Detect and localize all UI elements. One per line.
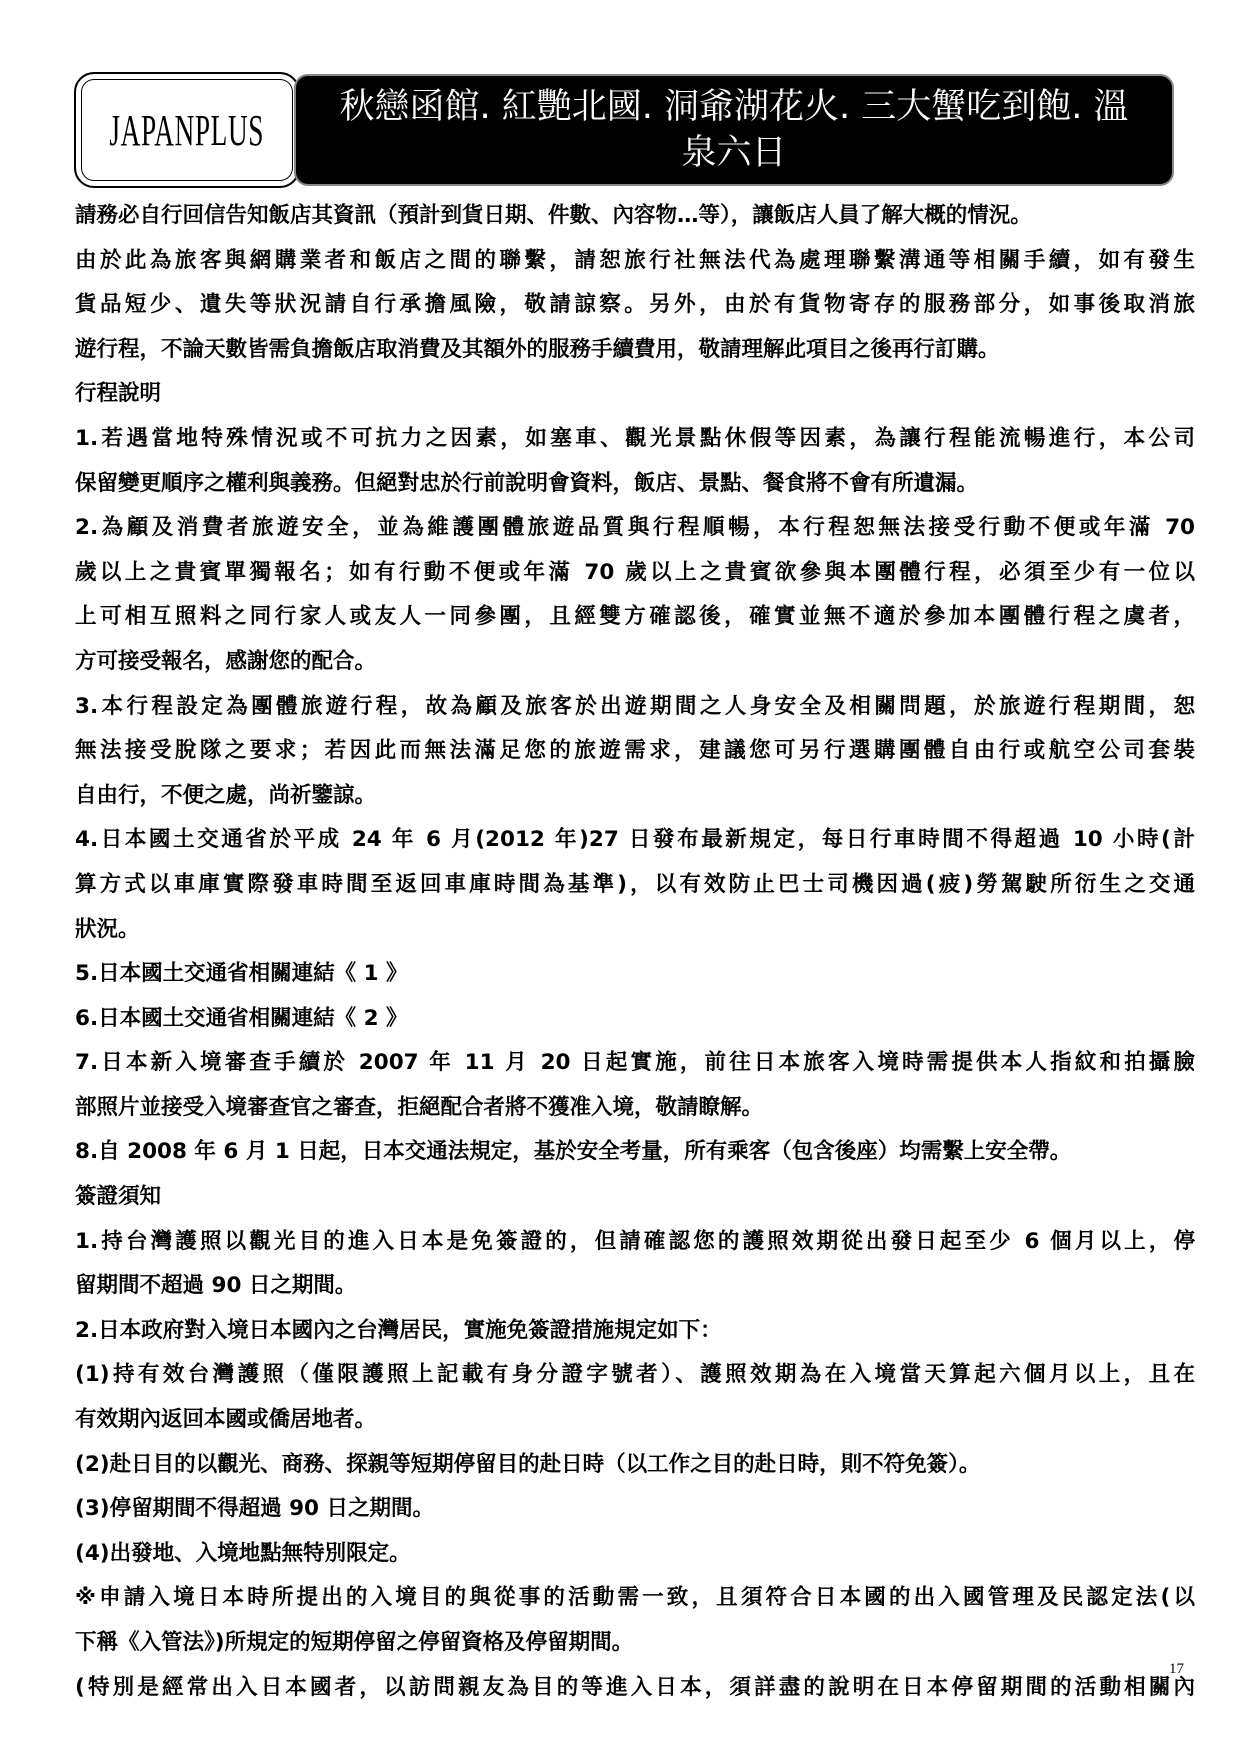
text-line: 4.日本國土交通省於平成 24 年 6 月(2012 年)27 日發布最新規定，每日行車時間不得超過 10 小時(計: [75, 827, 1195, 853]
text-line: 留期間不超過 90 日之期間。: [75, 1273, 357, 1299]
page-title: 秋戀函館. 紅艷北國. 洞爺湖花火. 三大蟹吃到飽. 溫泉六日: [339, 87, 1129, 173]
brand-logo-text: JAPANPLUS: [109, 105, 265, 155]
text-line: 自由行，不便之處，尚祈鑒諒。: [75, 782, 377, 808]
text-line: 2.為顧及消費者旅遊安全，並為維護團體旅遊品質與行程順暢，本行程恕無法接受行動不便或年滿 70: [75, 515, 1195, 541]
text-line: (特別是經常出入日本國者，以訪問親友為目的等進入日本，須詳盡的說明在日本停留期間的活動相關內: [75, 1674, 1195, 1700]
page-header: [74, 72, 1174, 188]
text-line: 簽證須知: [75, 1184, 162, 1210]
title-banner: [294, 74, 1174, 186]
text-line: 歲以上之貴賓單獨報名；如有行動不便或年滿 70 歲以上之貴賓欲參與本團體行程，必須至少有一位以: [75, 559, 1195, 585]
text-line: ※申請入境日本時所提出的入境目的與從事的活動需一致，且須符合日本國的出入國管理及民認定法(以: [75, 1585, 1195, 1611]
text-line: 算方式以車庫實際發車時間至返回車庫時間為基準)，以有效防止巴士司機因過(疲)勞駕駛所衍生之交通: [75, 871, 1195, 897]
text-line: 方可接受報名，感謝您的配合。: [75, 648, 377, 674]
text-line: 行程說明: [75, 381, 162, 407]
text-line: 7.日本新入境審查手續於 2007 年 11 月 20 日起實施，前往日本旅客入境時需提供本人指紋和拍攝臉: [75, 1050, 1195, 1076]
text-line: 1.若遇當地特殊情況或不可抗力之因素，如塞車、觀光景點休假等因素，為讓行程能流暢進行，本公司: [75, 425, 1195, 451]
text-line: (3)停留期間不得超過 90 日之期間。: [75, 1496, 435, 1522]
text-line: (4)出發地、入境地點無特別限定。: [75, 1540, 411, 1566]
text-line: (1)持有效台灣護照（僅限護照上記載有身分證字號者）、護照效期為在入境當天算起六個月以上，且在: [75, 1362, 1195, 1388]
text-line: 請務必自行回信告知飯店其資訊（預計到貨日期、件數、內容物…等），讓飯店人員了解大概的情況。: [75, 203, 1032, 228]
text-line: 2.日本政府對入境日本國內之台灣居民，實施免簽證措施規定如下：: [75, 1317, 722, 1343]
text-line: 無法接受脫隊之要求；若因此而無法滿足您的旅遊需求，建議您可另行選購團體自由行或航空公司套裝: [75, 738, 1195, 764]
text-line: 有效期內返回本國或僑居地者。: [75, 1407, 377, 1433]
text-line: 1.持台灣護照以觀光目的進入日本是免簽證的，但請確認您的護照效期從出發日起至少 6 個月以上，停: [75, 1228, 1195, 1254]
document-body: [75, 194, 1195, 1710]
text-line: 上可相互照料之同行家人或友人一同參團，且經雙方確認後，確實並無不適於參加本團體行程之虞者，: [75, 604, 1195, 630]
text-line: 5.日本國土交通省相關連結《 1 》: [75, 961, 408, 987]
text-line: 貨品短少、遺失等狀況請自行承擔風險，敬請諒察。另外，由於有貨物寄存的服務部分，如事後取消旅: [75, 292, 1195, 318]
page-number: 17: [1169, 1661, 1184, 1677]
text-line: 狀況。: [75, 916, 140, 942]
text-line: 下稱《入管法》)所規定的短期停留之停留資格及停留期間。: [75, 1630, 634, 1655]
brand-logo: [74, 72, 300, 188]
text-line: 部照片並接受入境審查官之審查，拒絕配合者將不獲准入境，敬請瞭解。: [75, 1094, 764, 1120]
text-line: 遊行程，不論天數皆需負擔飯店取消費及其額外的服務手續費用，敬請理解此項目之後再行訂購。: [75, 336, 1000, 362]
text-line: 3.本行程設定為團體旅遊行程，故為顧及旅客於出遊期間之人身安全及相關問題，於旅遊行程期間，恕: [75, 693, 1195, 719]
text-line: 6.日本國土交通省相關連結《 2 》: [75, 1005, 408, 1031]
text-line: 保留變更順序之權利與義務。但絕對忠於行前說明會資料，飯店、景點、餐食將不會有所遺漏。: [75, 470, 979, 496]
text-line: 由於此為旅客與網購業者和飯店之間的聯繫，請恕旅行社無法代為處理聯繫溝通等相關手續，如有發生: [75, 247, 1195, 273]
text-line: (2)赴日目的以觀光、商務、探親等短期停留目的赴日時（以工作之目的赴日時，則不符免簽）。: [75, 1451, 981, 1477]
text-line: 8.自 2008 年 6 月 1 日起，日本交通法規定，基於安全考量，所有乘客（包含後座）均需繫上安全帶。: [75, 1139, 1072, 1165]
